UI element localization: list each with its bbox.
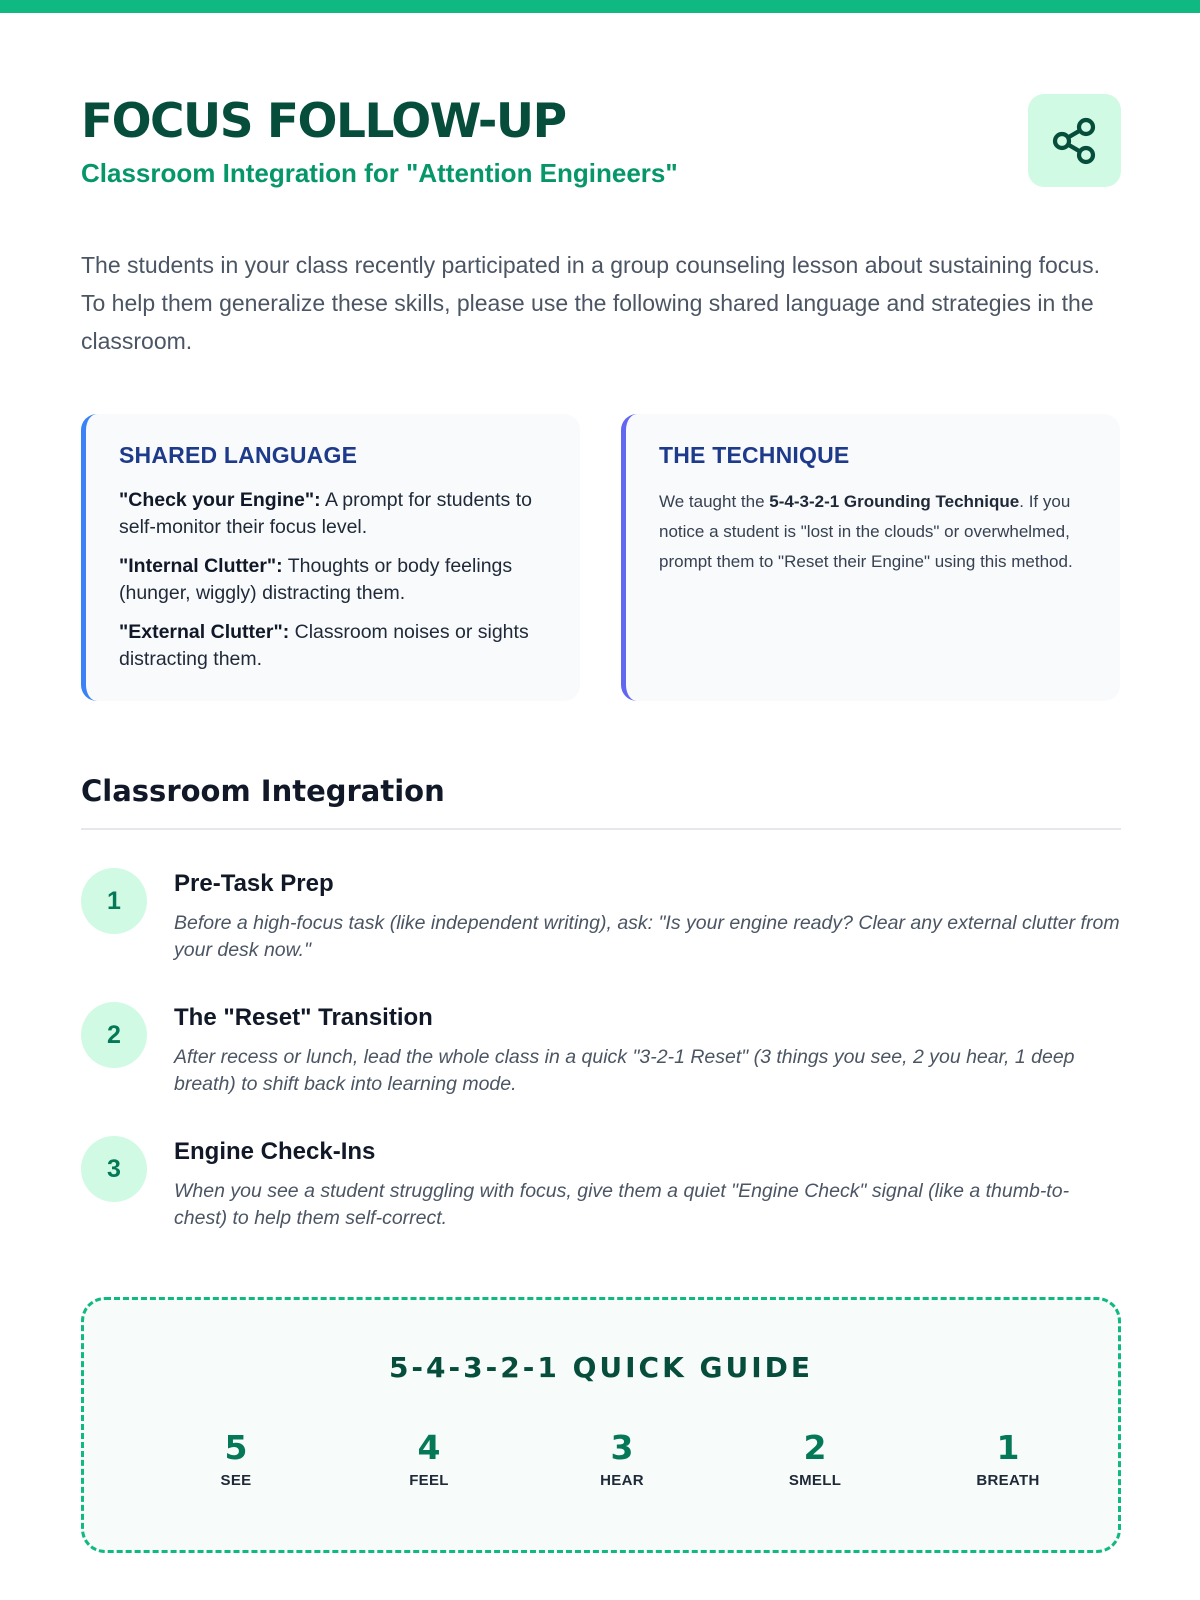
term-label: "Check your Engine": <box>119 489 321 511</box>
guide-item-feel <box>369 1430 489 1489</box>
technique-title: THE TECHNIQUE <box>659 442 850 468</box>
intro-paragraph: The students in your class recently participated in a group counseling lesson about sustaining focus. To help them generalize these skills, please use the following shared language and strategies in the classroom. <box>81 252 1100 354</box>
step-title: Engine Check-Ins <box>174 1138 376 1165</box>
technique-name: 5-4-3-2-1 Grounding Technique <box>769 492 1020 511</box>
top-accent-bar <box>0 0 1200 13</box>
guide-item-hear <box>562 1430 682 1489</box>
section-divider <box>81 828 1121 830</box>
guide-number: 4 <box>417 1428 441 1467</box>
step-number-badge: 1 <box>81 868 147 934</box>
term-internal-clutter <box>119 553 550 607</box>
quick-guide-title: 5-4-3-2-1 QUICK GUIDE <box>388 1351 814 1384</box>
technique-text-before: We taught the <box>659 492 770 511</box>
page-title: FOCUS FOLLOW-UP <box>81 94 566 149</box>
step-title: The "Reset" Transition <box>174 1004 433 1031</box>
share-button[interactable] <box>1028 94 1121 187</box>
guide-number: 5 <box>224 1428 248 1467</box>
classroom-integration-heading: Classroom Integration <box>81 774 445 808</box>
guide-item-smell <box>755 1430 875 1489</box>
page-subtitle: Classroom Integration for "Attention Engineers" <box>81 158 678 188</box>
guide-label: SMELL <box>788 1472 842 1490</box>
guide-number: 2 <box>803 1428 827 1467</box>
step-number-badge: 2 <box>81 1002 147 1068</box>
term-external-clutter <box>119 619 550 673</box>
guide-label: SEE <box>220 1472 252 1490</box>
term-definition: Thoughts or body feelings (hunger, wiggly) distracting them. <box>119 555 513 604</box>
guide-number: 3 <box>610 1428 634 1467</box>
guide-number: 1 <box>996 1428 1020 1467</box>
term-label: "External Clutter": <box>119 621 290 643</box>
technique-text-after: . If you notice a student is "lost in the clouds" or overwhelmed, prompt them to "Reset their Engine" using this method. <box>659 492 1073 571</box>
term-definition: A prompt for students to self-monitor their focus level. <box>119 489 532 538</box>
step-description: Before a high-focus task (like independent writing), ask: "Is your engine ready? Clear any external clutter from your desk now." <box>174 912 1120 961</box>
technique-card <box>621 414 1120 701</box>
term-definition: Classroom noises or sights distracting them. <box>119 621 529 670</box>
term-label: "Internal Clutter": <box>119 555 283 577</box>
guide-item-see <box>176 1430 296 1489</box>
step-description: When you see a student struggling with focus, give them a quiet "Engine Check" signal (like a thumb-to-chest) to help them self-correct. <box>174 1180 1070 1229</box>
step-number-badge: 3 <box>81 1136 147 1202</box>
shared-language-title: SHARED LANGUAGE <box>119 442 358 468</box>
shared-language-card <box>81 414 580 701</box>
step-description: After recess or lunch, lead the whole class in a quick "3-2-1 Reset" (3 things you see, 2 you hear, 1 deep breath) to shift back into learning mode. <box>174 1046 1075 1095</box>
guide-label: HEAR <box>600 1472 644 1490</box>
step-title: Pre-Task Prep <box>174 870 334 897</box>
term-check-engine <box>119 487 550 541</box>
technique-description <box>659 487 1090 577</box>
quick-guide <box>81 1297 1121 1553</box>
info-cards <box>81 414 1121 701</box>
guide-item-breath <box>948 1430 1068 1489</box>
header <box>81 92 1121 192</box>
share-icon <box>1052 117 1098 165</box>
guide-label: FEEL <box>409 1472 449 1490</box>
guide-label: BREATH <box>976 1472 1040 1490</box>
